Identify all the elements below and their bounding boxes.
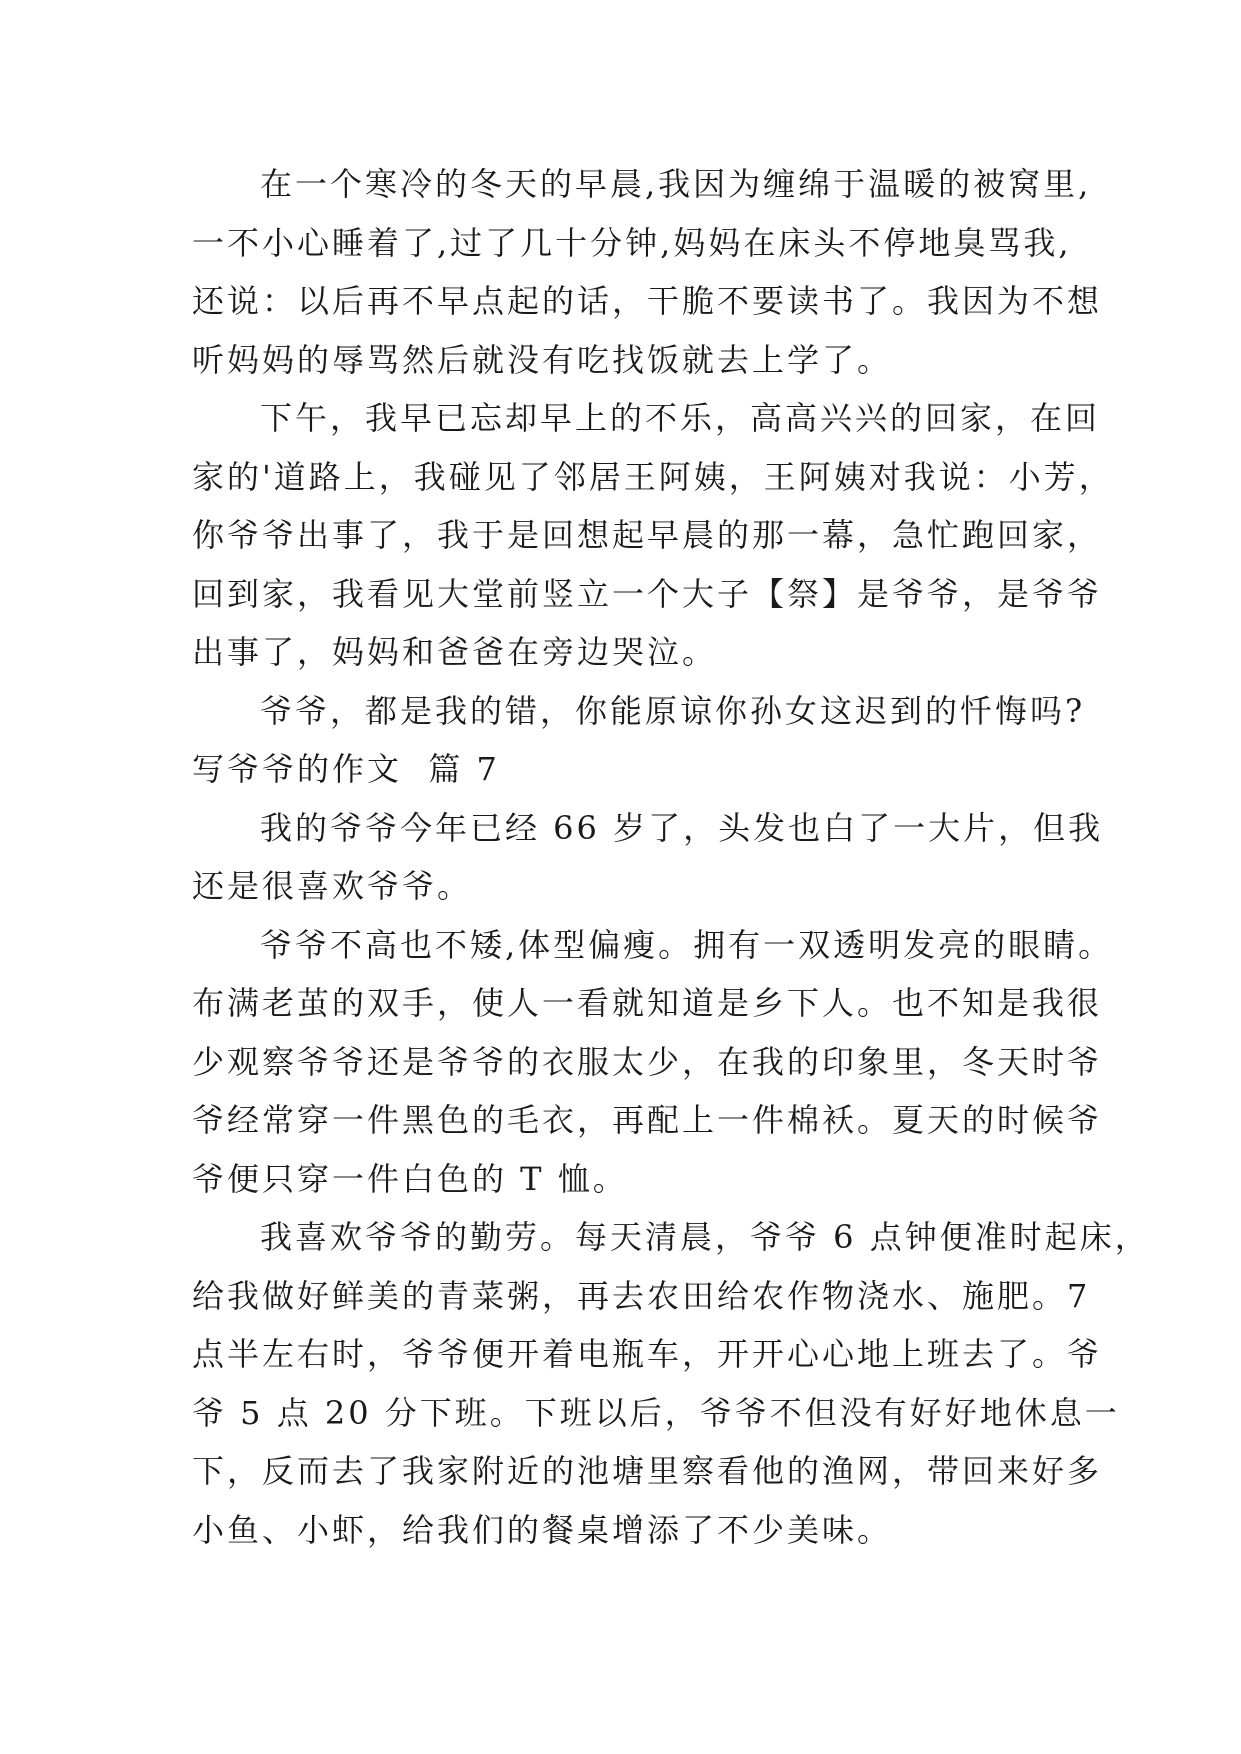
paragraph [192, 916, 1114, 1209]
text-line: 听妈妈的辱骂然后就没有吃找饭就去上学了。 [192, 340, 893, 379]
paragraph [192, 1208, 1150, 1559]
text-line: 爷爷不高也不矮,体型偏瘦。拥有一双透明发亮的眼睛。 [260, 925, 1114, 964]
text-line: 我的爷爷今年已经 66 岁了，头发也白了一大片，但我 [260, 808, 1104, 847]
text-line: 还是很喜欢爷爷。 [192, 867, 473, 905]
heading-line: 写爷爷的作文 篇 7 [192, 750, 500, 788]
text-line: 爷便只穿一件白色的 T 恤。 [192, 1159, 628, 1198]
text-line: 在一个寒冷的冬天的早晨,我因为缠绵于温暖的被窝里, [260, 165, 1092, 203]
text-line: 下，反而去了我家附近的池塘里察看他的渔网，带回来好多 [192, 1452, 1103, 1490]
text-line: 爷经常穿一件黑色的毛衣，再配上一件棉袄。夏天的时候爷 [192, 1101, 1103, 1139]
text-line: 爷爷，都是我的错，你能原谅你孙女这迟到的忏悔吗? [260, 691, 1086, 730]
text-line: 回到家，我看见大堂前竖立一个大子【祭】是爷爷，是爷爷 [192, 574, 1103, 613]
section-heading [192, 740, 1072, 799]
paragraph [192, 155, 1103, 389]
text-line: 点半左右时，爷爷便开着电瓶车，开开心心地上班去了。爷 [192, 1335, 1103, 1373]
text-line: 家的'道路上，我碰见了邻居王阿姨，王阿姨对我说：小芳， [192, 457, 1114, 496]
text-line: 下午，我早已忘却早上的不乐，高高兴兴的回家，在回 [260, 399, 1101, 437]
essay-body [192, 155, 1150, 1559]
text-line: 我喜欢爷爷的勤劳。每天清晨，爷爷 6 点钟便准时起床， [260, 1218, 1150, 1256]
paragraph [192, 799, 1104, 916]
text-line: 爷 5 点 20 分下班。下班以后，爷爷不但没有好好地休息一 [192, 1393, 1120, 1432]
text-line: 给我做好鲜美的青菜粥，再去农田给农作物浇水、施肥。7 [192, 1276, 1091, 1315]
text-line: 还说：以后再不早点起的话，干脆不要读书了。我因为不想 [192, 282, 1103, 320]
paragraph [192, 682, 1086, 741]
text-line: 出事了，妈妈和爸爸在旁边哭泣。 [192, 633, 718, 671]
text-line: 少观察爷爷还是爷爷的衣服太少，在我的印象里，冬天时爷 [192, 1042, 1103, 1081]
text-line: 你爷爷出事了，我于是回想起早晨的那一幕，急忙跑回家， [192, 516, 1103, 554]
paragraph [192, 389, 1114, 682]
text-line: 一不小心睡着了,过了几十分钟,妈妈在床头不停地臭骂我, [192, 223, 1072, 262]
text-line: 布满老茧的双手，使人一看就知道是乡下人。也不知是我很 [192, 984, 1103, 1022]
text-line: 小鱼、小虾，给我们的餐桌增添了不少美味。 [192, 1510, 893, 1549]
